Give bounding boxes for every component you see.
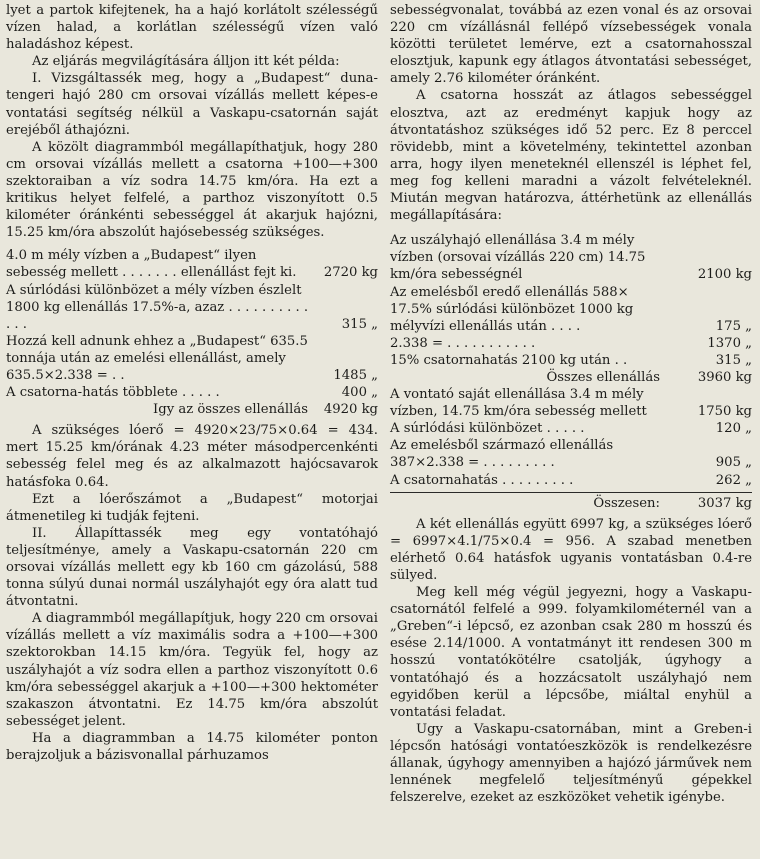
left-column bbox=[6, 2, 378, 764]
sum-divider bbox=[390, 492, 752, 493]
tug-total-row bbox=[390, 495, 752, 512]
calc-row bbox=[6, 333, 378, 384]
resistance-total-label: Összes ellenállás bbox=[546, 369, 660, 385]
paragraph-hp-calc: A szükséges lóerő = 4920×23/75×0.64 = 434. mert 15.25 km/órának 4.23 méter másodpercenkénti sebesség felel meg és az alkalmazott hajócsavarok hatásfoka 0.64. bbox=[6, 423, 378, 490]
resistance-value: 175 „ bbox=[715, 318, 752, 334]
paragraph-total-hp: A két ellenállás együtt 6997 kg, a szükséges lóerő = 6997×4.1/75×0.4 = 956. A szabad menetben elérhető 0.64 hatásfok ugyanis vontatásban 0.4-re sülyed. bbox=[390, 516, 752, 583]
resistance-label: Az emelésből eredő ellenállás 588× 17.5% súrlódási különbözet 1000 kg mélyvízi ellenállás után . . . . bbox=[390, 284, 634, 334]
calculation-table-1 bbox=[6, 247, 378, 418]
resistance-row bbox=[390, 352, 752, 369]
tug-total-value: 3037 kg bbox=[697, 495, 752, 511]
resistance-total-value: 3960 kg bbox=[697, 369, 752, 385]
calc-value: 315 „ bbox=[341, 316, 378, 332]
paragraph-example-intro: Az eljárás megvilágítására álljon itt két példa: bbox=[32, 54, 340, 70]
resistance-table bbox=[390, 232, 752, 512]
calc-value: 2720 kg bbox=[323, 265, 378, 281]
paragraph-case-2: II. Állapíttassék meg egy vontatóhajó teljesítménye, amely a Vaskapu-csatornán 220 cm orsovai vízállás mellett egy kb 160 cm gázolású, 588 tonna súlyú dunai normál uszályhajót egy óra alatt tud átvontatni. bbox=[6, 525, 378, 610]
calc-label: A súrlódási különbözet a mély vízben észlelt 1800 kg ellenállás 17.5%-a, azaz . . . . . . . . . . . . . bbox=[6, 282, 309, 332]
paragraph-hp-note: Ezt a lóerőszámot a „Budapest“ motorjai átmenetileg ki tudják fejteni. bbox=[6, 491, 378, 524]
resistance-label: Az uszályhajó ellenállása 3.4 m mély vízben (orsovai vízállás 220 cm) 14.75 km/óra sebességnél bbox=[390, 233, 646, 283]
calc-row bbox=[6, 247, 378, 281]
resistance-row bbox=[390, 284, 752, 335]
calc-label: 4.0 m mély vízben a „Budapest“ ilyen sebesség mellett . . . . . . . ellenállást fejt ki. bbox=[6, 248, 297, 281]
tug-total-label: Összesen: bbox=[593, 495, 660, 511]
right-column bbox=[390, 2, 752, 806]
calc-total-value: 4920 kg bbox=[323, 402, 378, 418]
tug-row bbox=[390, 420, 752, 437]
tug-value: 1750 kg bbox=[697, 404, 752, 420]
resistance-total-row bbox=[390, 369, 752, 386]
paragraph-greben-note: Meg kell még végül jegyezni, hogy a Vaskapu-csatornától felfelé a 999. folyamkilométernél van a „Greben“-i lépcső, ez azonban csak 280 m hosszú és esése 2.14/1000. A vontatmányt itt rendesen 300 m hosszú vontatókötélre csatolják, úgyhogy a vontatóhajó és a hozzácsatolt uszályhajó nem egyidőben kerül a lépcsőbe, miáltal enyhül a vontatási feladat. bbox=[390, 585, 752, 720]
calc-row bbox=[6, 282, 378, 333]
tug-row bbox=[390, 437, 752, 471]
tug-value: 905 „ bbox=[715, 455, 752, 471]
tug-label: Az emelésből származó ellenállás 387×2.338 = . . . . . . . . . bbox=[390, 438, 614, 471]
tug-label: A vontató saját ellenállása 3.4 m mély vízben, 14.75 km/óra sebesség mellett bbox=[390, 387, 647, 420]
paragraph-continuation: sebességvonalat, továbbá az ezen vonal és az orsovai 220 cm vízállásnál fellépő vízsebességek vonala közötti területet lemérve, ezt a csatornahosszal elosztjuk, kapunk egy átlagos átvontatási sebességet, amely 2.76 kilométer óránként. bbox=[390, 3, 752, 87]
resistance-label: 2.338 = . . . . . . . . . . . bbox=[390, 335, 536, 351]
paragraph-case-2-analysis: A diagrammból megállapítjuk, hogy 220 cm orsovai vízállás mellett a víz maximális sodra a +100—+300 szektorokban 14.15 km/óra. Tegyük fel, hogy az uszályhajót a víz sodra ellen a parthoz viszonyított 0.6 km/óra sebességgel akarjuk a +100—+300 hektométer szakaszon átvontatni. Ez 14.75 km/óra abszolút sebességet jelent. bbox=[6, 611, 378, 729]
tug-value: 262 „ bbox=[715, 472, 752, 488]
paragraph-case-1: I. Vizsgáltassék meg, hogy a „Budapest“ duna-tengeri hajó 280 cm orsovai vízállás mellett képes-e vontatási segítség nélkül a Vaskapu-csatornán saját erejéből áthajózni. bbox=[6, 71, 378, 138]
calc-value: 1485 „ bbox=[333, 367, 378, 383]
resistance-row bbox=[390, 232, 752, 283]
tug-row bbox=[390, 472, 752, 489]
paragraph-intro: lyet a partok kifejtenek, ha a hajó korlátolt szélességű vízen halad, a korlátlan szélességű vízen való haladáshoz képest. bbox=[6, 3, 378, 53]
resistance-value: 2100 kg bbox=[697, 267, 752, 283]
tug-label: A csatornahatás . . . . . . . . . bbox=[390, 472, 574, 488]
calc-total-label: Igy az összes ellenállás bbox=[153, 402, 308, 418]
calc-label: Hozzá kell adnunk ehhez a „Budapest“ 635.5 tonnája után az emelési ellenállást, amely 635.5×2.338 = . . bbox=[6, 333, 308, 383]
tug-value: 120 „ bbox=[715, 421, 752, 437]
calc-label: A csatorna-hatás többlete . . . . . bbox=[6, 385, 220, 401]
resistance-value: 315 „ bbox=[715, 352, 752, 368]
paragraph-case-2-cont: Ha a diagrammban a 14.75 kilométer ponton berajzoljuk a bázisvonallal párhuzamos bbox=[6, 730, 378, 764]
resistance-row bbox=[390, 335, 752, 352]
resistance-label: 15% csatornahatás 2100 kg után . . bbox=[390, 352, 628, 368]
resistance-value: 1370 „ bbox=[707, 335, 752, 351]
calc-value: 400 „ bbox=[341, 385, 378, 401]
paragraph-final: Ugy a Vaskapu-csatornában, mint a Greben-i lépcsőn hatósági vontatóeszközök is rendelkezésre állanak, úgyhogy amennyiben a hajózó járművek nem lennének megfelelő teljesítményű gépekkel felszerelve, ezeket az eszközöket vehetik igénybe. bbox=[390, 721, 752, 806]
paragraph-case-1-analysis: A közölt diagrammból megállapíthatjuk, hogy 280 cm orsovai vízállás mellett a csatorna +100—+300 szektoraiban a víz sodra 14.75 km/óra. Ha ezt a kritikus helyet felfelé, a parthoz viszonyított 0.5 kilométer óránkénti sebességgel át akarjuk hajózni, 15.25 km/óra abszolút hajósebesség szükséges. bbox=[6, 139, 378, 241]
calc-total-row bbox=[6, 401, 378, 418]
tug-label: A súrlódási különbözet . . . . . bbox=[390, 421, 585, 437]
calc-row bbox=[6, 384, 378, 401]
tug-row bbox=[390, 386, 752, 420]
paragraph-time: A csatorna hosszát az átlagos sebességgel elosztva, azt az eredményt kapjuk hogy az átvontatáshoz szükséges idő 52 perc. Ez 8 perccel rövidebb, mint a követelmény, tekintettel azonban arra, hogy ilyen meneteknél ellenszél is léphet fel, meg fog kelleni maradni a vázolt felvételeknél. Miután megvan határozva, áttérhetünk az ellenállás megállapítására: bbox=[390, 88, 752, 224]
